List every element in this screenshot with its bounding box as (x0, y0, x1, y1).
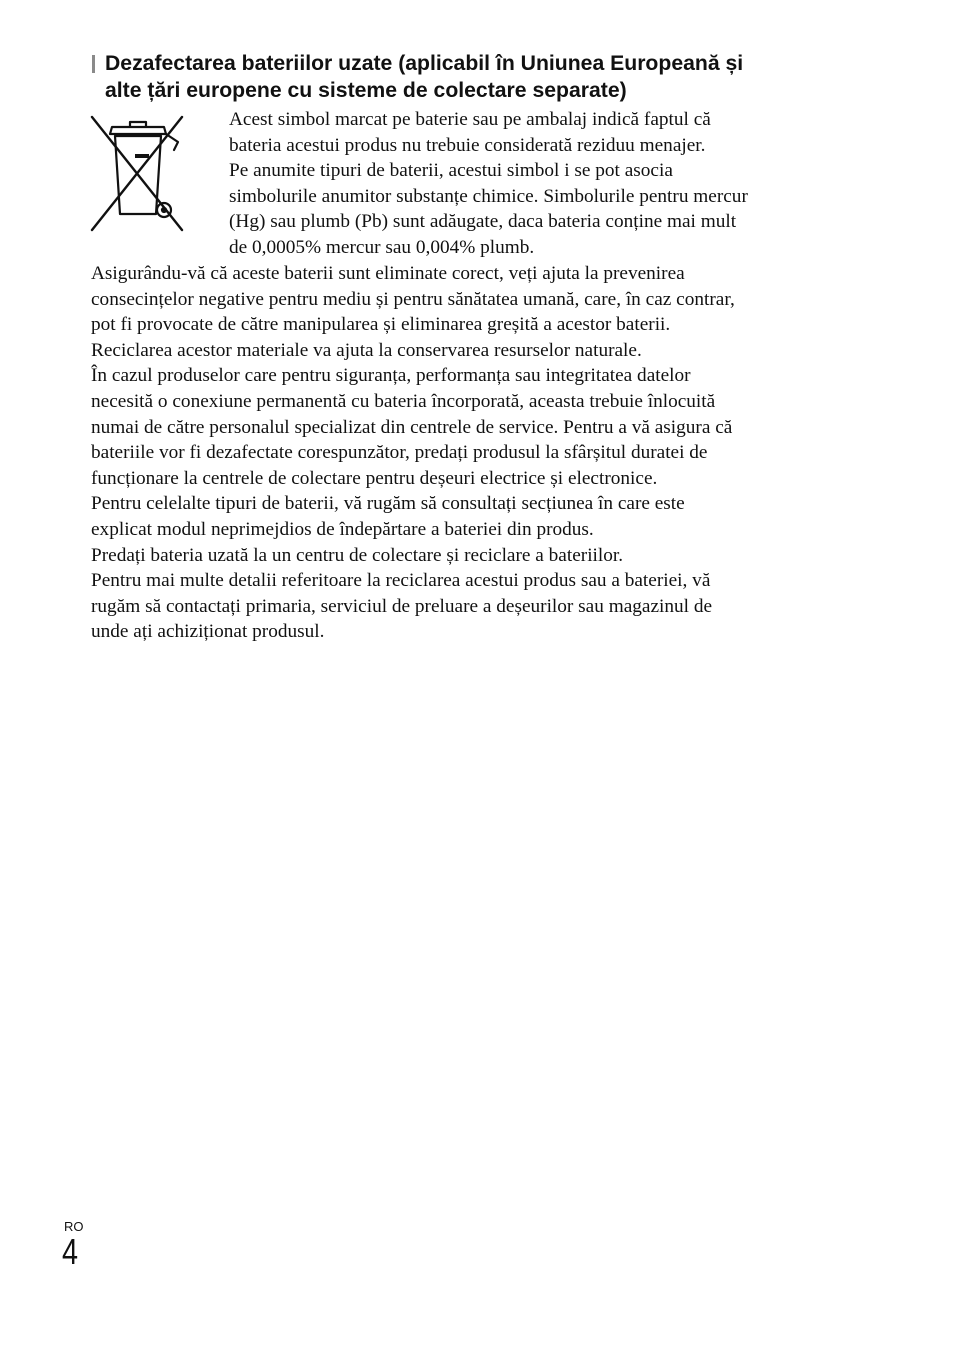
intro-line: de 0,0005% mercur sau 0,004% plumb. (229, 236, 535, 258)
body-line: Asigurându-vă că aceste baterii sunt eliminate corect, veți ajuta la prevenirea (91, 263, 685, 284)
language-code: RO (64, 1219, 84, 1234)
body-line: Pentru mai multe detalii referitoare la reciclarea acestui produs sau a bateriei, vă (91, 570, 711, 592)
body-line: bateriile vor fi dezafectate corespunzător, predați produsul la sfârșitul duratei de (91, 442, 708, 464)
body-line: consecințelor negative pentru mediu și pentru sănătatea umană, care, în caz contrar, (91, 288, 735, 310)
crossed-out-wheeled-bin-icon (90, 114, 186, 232)
intro-line: Pe anumite tipuri de baterii, acestui simbol i se pot asocia (229, 160, 673, 182)
section-title (105, 50, 852, 104)
body-line: Predați bateria uzată la un centru de colectare și reciclare a bateriilor. (91, 544, 624, 566)
section-title-line: Dezafectarea bateriilor uzate (aplicabil în Uniunea Europeană și (105, 52, 744, 75)
body-line: necesită o conexiune permanentă cu bateria încorporată, aceasta trebuie înlocuită (91, 390, 716, 412)
body-line: explicat modul neprimejdios de îndepărtare a bateriei din produs. (91, 518, 594, 540)
body-line: Pentru celelalte tipuri de baterii, vă rugăm să consultați secțiunea în care este (91, 493, 685, 515)
intro-line: (Hg) sau plumb (Pb) sunt adăugate, daca bateria conține mai mult (229, 211, 737, 233)
intro-line: simbolurile anumitor substanțe chimice. Simbolurile pentru mercur (229, 185, 748, 207)
section-heading (92, 50, 852, 104)
intro-line: bateria acestui produs nu trebuie considerată reziduu menajer. (229, 134, 706, 156)
page-number: 4 (62, 1231, 79, 1272)
body-line: unde ați achiziționat produsul. (91, 621, 325, 643)
body-line: rugăm să contactați primaria, serviciul de preluare a deșeurilor sau magazinul de (91, 595, 713, 617)
heading-marker-bar (92, 55, 95, 73)
intro-paragraph (229, 107, 849, 261)
body-line: Reciclarea acestor materiale va ajuta la conservarea resurselor naturale. (91, 339, 642, 361)
body-paragraphs (91, 261, 871, 645)
body-line: În cazul produselor care pentru siguranța, performanța sau integritatea datelor (91, 365, 691, 387)
intro-line: Acest simbol marcat pe baterie sau pe ambalaj indică faptul că (229, 109, 711, 130)
body-line: funcționare la centrele de colectare pentru deșeuri electrice și electronice. (91, 467, 658, 489)
body-line: numai de către personalul specializat din centrele de service. Pentru a vă asigura că (91, 416, 733, 438)
section-title-line: alte țări europene cu sisteme de colectare separate) (105, 79, 627, 102)
body-line: pot fi provocate de către manipularea și eliminarea greșită a acestor baterii. (91, 314, 671, 336)
